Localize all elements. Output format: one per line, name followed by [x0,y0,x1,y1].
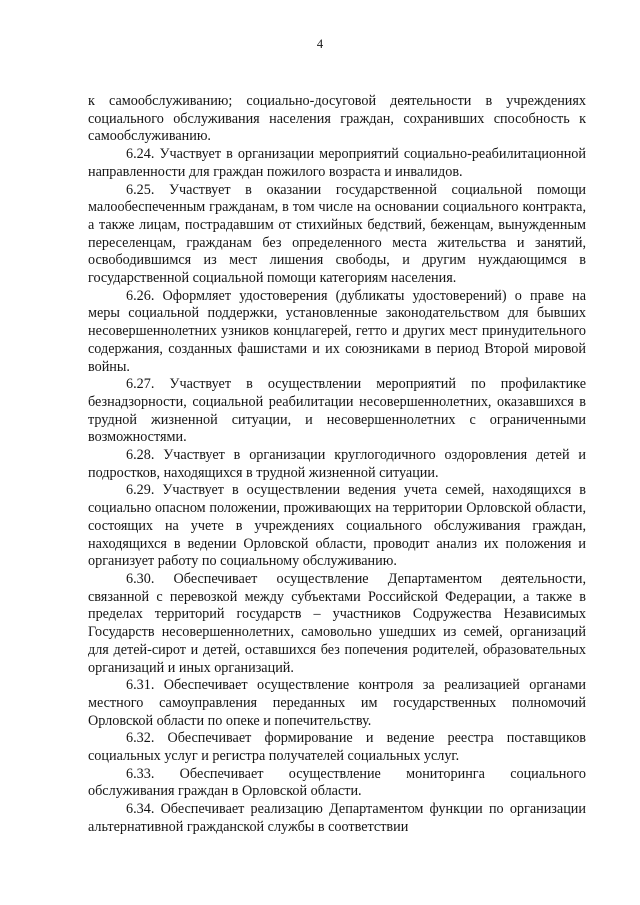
paragraph-6-33: 6.33. Обеспечивает осуществление мониторинга социального обслуживания граждан в Орловской области. [88,765,586,800]
paragraph-6-29: 6.29. Участвует в осуществлении ведения учета семей, находящихся в социально опасном положении, проживающих на территории Орловской области, состоящих на учете в учреждениях социального обслуживания граждан, находящихся в ведении Орловской области, проводит анализ их положения и организует работу по социальному обслуживанию. [88,482,586,570]
paragraph-6-34: 6.34. Обеспечивает реализацию Департаментом функции по организации альтернативной гражданской службы в соответствии [88,801,586,835]
paragraph-6-30: 6.30. Обеспечивает осуществление Департаментом деятельности, связанной с перевозкой между субъектами Российской Федерации, а также в пределах территорий государств – участников Содружества Независимых Государств несовершеннолетних, самовольно ушедших из семей, организаций для детей-сирот и детей, оставшихся без попечения родителей, образовательных организаций и иных организаций. [88,570,586,676]
paragraph-6-31: 6.31. Обеспечивает осуществление контроля за реализацией органами местного самоуправления переданных им государственных полномочий Орловской области по опеке и попечительству. [88,677,586,729]
document-body [88,93,586,837]
paragraph-6-25: 6.25. Участвует в оказании государственной социальной помощи малообеспеченным гражданам, в том числе на основании социального контракта, а также лицам, пострадавшим от стихийных бедствий, беженцам, вынужденным переселенцам, гражданам без определенного места жительства и занятий, освободившимся из мест лишения свободы, и другим нуждающимся в государственной социальной помощи категориям населения. [88,181,586,287]
paragraph-6-27: 6.27. Участвует в осуществлении мероприятий по профилактике безнадзорности, социальной реабилитации несовершеннолетних, оказавшихся в трудной жизненной ситуации, и несовершеннолетних с ограниченными возможностями. [88,376,586,446]
paragraph-6-32: 6.32. Обеспечивает формирование и ведение реестра поставщиков социальных услуг и регистра получателей социальных услуг. [88,730,586,765]
paragraph-6-26: 6.26. Оформляет удостоверения (дубликаты удостоверений) о праве на меры социальной поддержки, установленные законодательством для бывших несовершеннолетних узников концлагерей, гетто и других мест принудительного содержания, созданных фашистами и их союзниками в период Второй мировой войны. [88,287,586,375]
paragraph-continuation: к самообслуживанию; социально-досуговой деятельности в учреждениях социального обслуживания населения граждан, сохранивших способность к самообслуживанию. [88,93,586,145]
page-number: 4 [316,37,324,51]
paragraph-6-28: 6.28. Участвует в организации круглогодичного оздоровления детей и подростков, находящихся в трудной жизненной ситуации. [88,447,586,481]
paragraph-6-24: 6.24. Участвует в организации мероприятий социально-реабилитационной направленности для граждан пожилого возраста и инвалидов. [88,146,586,180]
